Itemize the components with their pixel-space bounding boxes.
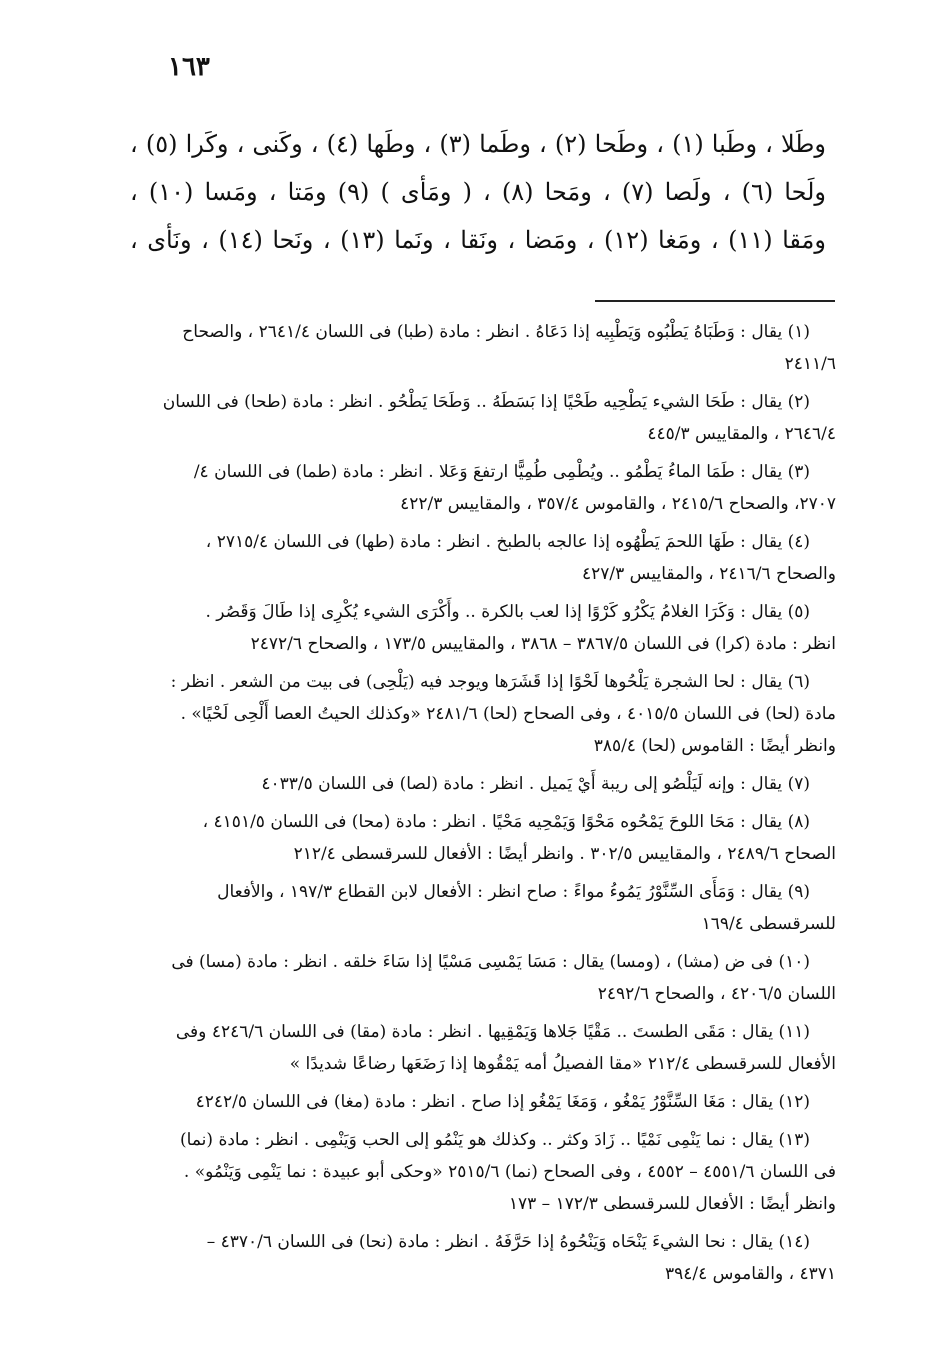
footnote-line: انظر : مادة (كرا) فى اللسان ٣٨٦٧/٥ – ٣٨٦٨ ، والمقاييس ١٧٣/٥ ، والصحاح ٢٤٧٢/٦ bbox=[250, 634, 836, 654]
footnote-1 bbox=[130, 316, 836, 380]
main-text bbox=[130, 120, 826, 264]
footnote-line: ٢٤١١/٦ bbox=[784, 354, 836, 374]
footnote-line: الصحاح ٢٤٨٩/٦ ، والمقاييس ٣٠٢/٥ . وانظر أيضًا : الأفعال للسرقسطى ٢١٢/٤ bbox=[293, 844, 836, 864]
footnotes bbox=[130, 316, 836, 1296]
footnote-3 bbox=[130, 456, 836, 520]
footnote-line: (١٤) يقال : نحا الشيءَ يَنْحَاه وَيَنْحُوهُ إذا حَرَّفَهُ . انظر : مادة (نحا) فى اللسان ٤٣٧٠/٦ – bbox=[206, 1232, 810, 1252]
footnote-line: الأفعال للسرقسطى ٢١٢/٤ «مقا الفصيلُ أمه يَمْقُوها إذا رَضَعَها رضاعًا شديدًا » bbox=[289, 1054, 836, 1074]
footnote-line: اللسان ٤٢٠٦/٥ ، والصحاح ٢٤٩٢/٦ bbox=[597, 984, 836, 1004]
footnote-line: (٤) يقال : طَهَا اللحمَ يَطْهُوه إذا عالجه بالطبخ . انظر : مادة (طها) فى اللسان ٢٧١٥/٤ ، bbox=[205, 532, 810, 552]
footnote-13 bbox=[130, 1124, 836, 1220]
footnote-line: مادة (لحا) فى اللسان ٤٠١٥/٥ ، وفى الصحاح (لحا) ٢٤٨١/٦ «وكذلك الحيتُ العصا أَلْحِى لَحْيًا» . bbox=[180, 704, 836, 724]
footnote-line: (١١) يقال : مَقَى الطستَ .. مَقْيًا جَلاها وَيَمْقِيها . انظر : مادة (مقا) فى اللسان ٤٢٤٦/٦ وفى bbox=[175, 1022, 810, 1042]
footnote-line: فى اللسان ٤٥٥١/٦ – ٤٥٥٢ ، وفى الصحاح (نما) ٢٥١٥/٦ «وحكى أبو عبيدة : نما يَنْمِى وَيَنْمُو» . bbox=[183, 1162, 836, 1182]
footnote-line: ٢٦٤٦/٤ ، والمقاييس ٤٤٥/٣ bbox=[647, 424, 836, 444]
footnote-line: (١٢) يقال : مَغَا السِّنَّوْرُ يَمْغُو ، وَمَغَا يَمْغُو إذا صاح . انظر : مادة (مغا) فى اللسان ٤٢٤٢/٥ bbox=[195, 1092, 810, 1112]
footnote-line: (٩) يقال : وَمَأَى السِّنَّوْرُ يَمُوءُ مواءً : صاح انظر : الأفعال لابن القطاع ١٩٧/٣ ، والأفعال bbox=[217, 882, 810, 902]
footnote-line: (١٠) فى ض (مشا) ، (ومسا) يقال : مَسَا يَمْسِى مَسْيًا إذا سَاءَ خلقه . انظر : مادة (مسا) فى bbox=[171, 952, 810, 972]
footnote-8 bbox=[130, 806, 836, 870]
footnote-line: (١٣) يقال : نما يَنْمِى نَمْيًا .. زَادَ وكثر .. وكذلك هو يَنْمُو إلى الحب وَيَنْمِى . انظر : مادة (نما) bbox=[180, 1130, 810, 1150]
footnote-line: والصحاح ٢٤١٦/٦ ، والمقاييس ٤٢٧/٣ bbox=[582, 564, 836, 584]
footnote-12 bbox=[130, 1086, 836, 1118]
footnote-9 bbox=[130, 876, 836, 940]
footnote-10 bbox=[130, 946, 836, 1010]
main-text-line: وطَلا ، وطَبا (١) ، وطَحا (٢) ، وطَما (٣) ، وطَها (٤) ، وكَنى ، وكَرا (٥) ، bbox=[130, 130, 826, 158]
footnote-line: (٧) يقال : وإنه لَيَلْصُو إلى ريبة أَيْ يَميل . انظر : مادة (لصا) فى اللسان ٤٠٣٣/٥ bbox=[261, 774, 810, 794]
footnote-6 bbox=[130, 666, 836, 762]
footnote-11 bbox=[130, 1016, 836, 1080]
footnote-separator bbox=[595, 300, 835, 302]
footnote-5 bbox=[130, 596, 836, 660]
footnote-14 bbox=[130, 1226, 836, 1290]
footnote-line: ٢٧٠٧، والصحاح ٢٤١٥/٦ ، والقاموس ٣٥٧/٤ ، والمقاييس ٤٢٢/٣ bbox=[400, 494, 836, 514]
footnote-line: ٤٣٧١ ، والقاموس ٣٩٤/٤ bbox=[664, 1264, 836, 1284]
footnote-line: (٦) يقال : لحا الشجرة يَلْحُوها لَحْوًا إذا قَشَرَها ويوجد فيه (يَلْحِى) فى بيت من الشعر . انظر : bbox=[170, 672, 810, 692]
footnote-line: وانظر أيضًا : الأفعال للسرقسطى ١٧٢/٣ – ١٧٣ bbox=[508, 1194, 836, 1214]
footnote-line: (١) يقال : وَطَبَاهُ يَطْبُوه وَيَطْبِيه إذا دَعَاهُ . انظر : مادة (طبا) فى اللسان ٢٦٤١/٤ ، والصحاح bbox=[182, 322, 810, 342]
footnote-line: للسرقسطى ١٦٩/٤ bbox=[701, 914, 836, 934]
footnote-line: (٨) يقال : مَحَا اللوحَ يَمْحُوه مَحْوًا وَيَمْحِيه مَحْيًا . انظر : مادة (محا) فى اللسان ٤١٥١/٥ ، bbox=[202, 812, 810, 832]
footnote-2 bbox=[130, 386, 836, 450]
main-text-line: ولَحا (٦) ، ولَصا (٧) ، ومَحا (٨) ، ( ومَأى ) (٩) ومَتا ، ومَسا (١٠) ، bbox=[130, 178, 826, 206]
page-number: ١٦٣ bbox=[168, 52, 210, 82]
main-text-line: ومَقا (١١) ، ومَغا (١٢) ، ومَضا ، ونَقا ، ونَما (١٣) ، ونَحا (١٤) ، ونَأى ، bbox=[130, 226, 826, 254]
footnote-line: (٥) يقال : وَكَرَا الغلامُ يَكْرُو كَرْوًا إذا لعب بالكرة .. وأَكْرَى الشيء يُكْرِى إذا طَالَ وَقَصُر . bbox=[205, 602, 810, 622]
footnote-7 bbox=[130, 768, 836, 800]
footnote-4 bbox=[130, 526, 836, 590]
footnote-line: وانظر أيضًا : القاموس (لحا) ٣٨٥/٤ bbox=[593, 736, 836, 756]
footnote-line: (٢) يقال : طَحَا الشيء يَطْحِيه طَحْيًا إذا بَسَطَهُ .. وَطَحَا يَطْحُو . انظر : مادة (طحا) فى اللسان bbox=[162, 392, 810, 412]
footnote-line: (٣) يقال : طَمَا الماءُ يَطْمُو .. ويُطْمِى طُمِيًّا ارتفعَ وَعَلا . انظر : مادة (طما) فى اللسان ٤/ bbox=[193, 462, 810, 482]
